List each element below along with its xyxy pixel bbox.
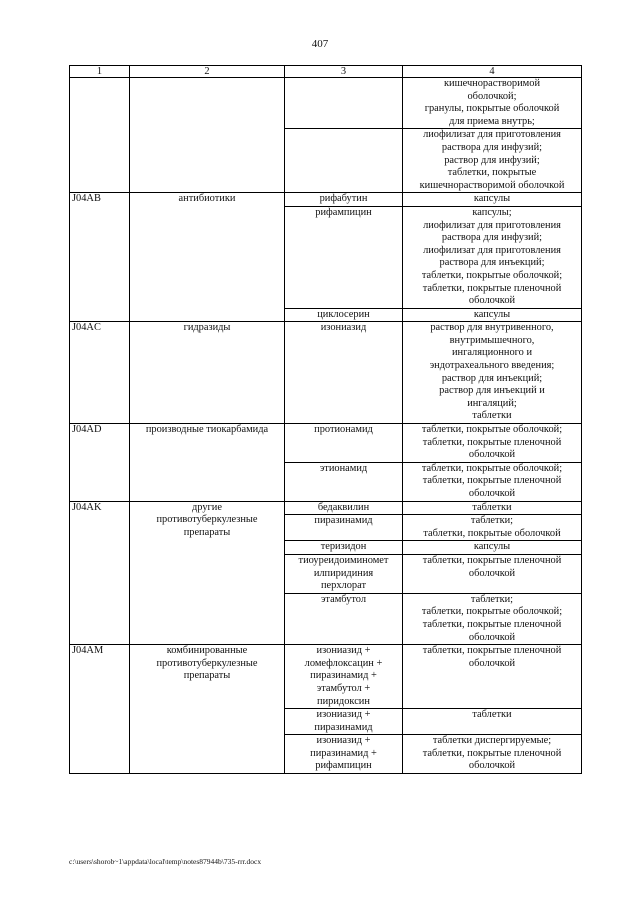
dosage-form-line: кишечнорастворимой оболочкой xyxy=(419,179,565,191)
drug-name-line: изониазид + xyxy=(316,735,371,747)
dosage-form-line: таблетки xyxy=(472,709,512,721)
drug-name-line: изониазид + xyxy=(316,645,371,657)
drug-name-cell xyxy=(285,709,403,735)
table-row xyxy=(70,193,582,207)
header-col-1: 1 xyxy=(70,66,130,78)
drug-name-cell xyxy=(285,206,403,308)
dosage-form-line: внутримышечного, xyxy=(449,334,535,346)
dosage-form-line: раствора для инфузий; xyxy=(441,232,543,244)
dosage-form-line: раствора для инфузий; xyxy=(441,141,543,153)
dosage-form-line: ингаляций; xyxy=(467,397,517,409)
drug-name-line: этамбутол xyxy=(320,593,367,605)
drug-table xyxy=(69,65,582,774)
drug-name-line: теризидон xyxy=(320,541,367,553)
atc-code-cell xyxy=(70,78,130,193)
dosage-form-line: раствора для инъекций; xyxy=(439,257,545,269)
atc-code-cell: J04AK xyxy=(70,501,130,645)
dosage-form-cell xyxy=(403,322,582,424)
group-name-line: другие xyxy=(192,501,222,513)
table-body xyxy=(70,78,582,774)
dosage-form-line: таблетки, покрытые пленочной xyxy=(422,747,562,759)
dosage-form-cell xyxy=(403,206,582,308)
table-row xyxy=(70,645,582,709)
dosage-form-line: таблетки; xyxy=(470,593,514,605)
dosage-form-cell xyxy=(403,593,582,644)
drug-name-line: этионамид xyxy=(319,462,368,474)
atc-code-cell: J04AM xyxy=(70,645,130,774)
dosage-form-line: раствор для инъекций; xyxy=(441,372,543,384)
drug-name-cell xyxy=(285,515,403,541)
drug-name-line: рифампицин xyxy=(315,760,372,772)
dosage-form-line: таблетки, покрытые оболочкой; xyxy=(421,606,563,618)
atc-code-cell: J04AC xyxy=(70,322,130,424)
drug-name-line: перхлорат xyxy=(320,580,367,592)
dosage-form-cell xyxy=(403,193,582,207)
dosage-form-line: таблетки, покрытые xyxy=(447,167,537,179)
dosage-form-line: капсулы xyxy=(473,308,511,320)
dosage-form-line: оболочкой xyxy=(468,488,516,499)
drug-name-cell xyxy=(285,424,403,463)
group-name-line: противотуберкулезные xyxy=(156,514,258,526)
dosage-form-cell xyxy=(403,735,582,774)
dosage-form-line: оболочкой xyxy=(468,631,516,643)
drug-name-cell xyxy=(285,735,403,774)
dosage-form-line: оболочкой xyxy=(468,760,516,772)
drug-name-cell xyxy=(285,541,403,555)
dosage-form-cell xyxy=(403,515,582,541)
drug-name-line: пиридоксин xyxy=(317,695,370,707)
drug-name-line: пиразинамид xyxy=(314,515,373,527)
dosage-form-line: таблетки, покрытые пленочной xyxy=(422,282,562,294)
dosage-form-line: раствор для внутривенного, xyxy=(430,322,554,334)
drug-name-line: рифампицин xyxy=(315,206,372,218)
dosage-form-line: таблетки xyxy=(472,410,512,422)
dosage-form-line: таблетки xyxy=(472,501,512,513)
dosage-form-cell xyxy=(403,129,582,193)
dosage-form-line: гранулы, покрытые оболочкой xyxy=(424,103,560,115)
group-name-cell xyxy=(130,193,285,322)
group-name-line: противотуберкулезные xyxy=(156,657,258,669)
drug-name-cell xyxy=(285,501,403,515)
dosage-form-line: раствор для инфузий; xyxy=(444,154,540,166)
drug-name-line: пиразинамид + xyxy=(310,670,377,682)
dosage-form-cell xyxy=(403,308,582,322)
group-name-cell xyxy=(130,424,285,502)
dosage-form-line: капсулы; xyxy=(472,206,512,218)
group-name-line: производные тиокарбамида xyxy=(145,424,269,436)
dosage-form-line: лиофилизат для приготовления xyxy=(423,219,561,231)
group-name-cell xyxy=(130,645,285,774)
drug-name-line: циклосерин xyxy=(317,308,370,320)
header-col-2: 2 xyxy=(130,66,285,78)
drug-name-line: тиоуреидоиминомет xyxy=(298,554,389,566)
drug-name-cell xyxy=(285,308,403,322)
dosage-form-line: оболочкой xyxy=(468,449,516,461)
dosage-form-line: капсулы xyxy=(473,541,511,553)
group-name-line: антибиотики xyxy=(178,193,236,205)
drug-name-cell xyxy=(285,645,403,709)
dosage-form-line: оболочкой xyxy=(468,295,516,307)
dosage-form-line: таблетки, покрытые оболочкой; xyxy=(421,269,563,281)
dosage-form-line: таблетки, покрытые оболочкой; xyxy=(421,424,563,436)
dosage-form-cell xyxy=(403,501,582,515)
drug-name-cell xyxy=(285,593,403,644)
group-name-cell xyxy=(130,501,285,645)
dosage-form-line: таблетки диспергируемые; xyxy=(432,735,552,747)
drug-name-line: илпиридиния xyxy=(313,567,374,579)
drug-name-line: рифабутин xyxy=(319,193,368,205)
atc-code-cell: J04AB xyxy=(70,193,130,322)
dosage-form-line: таблетки, покрытые пленочной xyxy=(422,645,562,657)
drug-name-cell xyxy=(285,554,403,593)
drug-name-line: пиразинамид xyxy=(314,721,373,733)
dosage-form-line: таблетки, покрытые пленочной xyxy=(422,475,562,487)
dosage-form-line: эндотрахеального введения; xyxy=(429,360,555,372)
drug-name-cell xyxy=(285,129,403,193)
dosage-form-cell xyxy=(403,78,582,129)
dosage-form-cell xyxy=(403,462,582,501)
header-col-4: 4 xyxy=(403,66,582,78)
page-number: 407 xyxy=(311,38,329,50)
dosage-form-line: оболочкой xyxy=(468,567,516,579)
group-name-line: гидразиды xyxy=(183,322,231,334)
dosage-form-line: лиофилизат для приготовления xyxy=(423,244,561,256)
dosage-form-line: оболочкой; xyxy=(467,90,517,102)
dosage-form-line: ингаляционного и xyxy=(451,347,533,359)
drug-name-line: изониазид + xyxy=(316,709,371,721)
table-row xyxy=(70,78,582,129)
group-name-cell xyxy=(130,78,285,193)
dosage-form-line: таблетки; xyxy=(470,515,514,527)
header-col-3: 3 xyxy=(285,66,403,78)
dosage-form-line: раствор для инъекций и xyxy=(439,385,545,397)
dosage-form-cell xyxy=(403,554,582,593)
dosage-form-cell xyxy=(403,709,582,735)
group-name-line: препараты xyxy=(183,670,231,682)
drug-name-line: пиразинамид + xyxy=(310,747,377,759)
dosage-form-cell xyxy=(403,645,582,709)
table-row xyxy=(70,424,582,463)
group-name-cell xyxy=(130,322,285,424)
dosage-form-line: кишечнорастворимой xyxy=(443,78,541,89)
dosage-form-cell xyxy=(403,424,582,463)
dosage-form-line: для приема внутрь; xyxy=(449,115,535,127)
drug-name-cell xyxy=(285,322,403,424)
drug-name-line: бедаквилин xyxy=(317,501,370,513)
drug-name-cell xyxy=(285,193,403,207)
atc-code-cell: J04AD xyxy=(70,424,130,502)
dosage-form-line: таблетки, покрытые пленочной xyxy=(422,554,562,566)
dosage-form-line: капсулы xyxy=(473,193,511,205)
drug-name-line: протионамид xyxy=(314,424,373,436)
table-header-row xyxy=(70,66,582,78)
group-name-line: препараты xyxy=(183,526,231,538)
drug-name-cell xyxy=(285,78,403,129)
dosage-form-line: таблетки, покрытые оболочкой xyxy=(423,527,561,539)
dosage-form-line: таблетки, покрытые пленочной xyxy=(422,618,562,630)
drug-name-line: ломефлоксацин + xyxy=(304,657,383,669)
dosage-form-line: таблетки, покрытые оболочкой; xyxy=(421,462,563,474)
drug-name-line: этамбутол + xyxy=(316,682,371,694)
drug-name-cell xyxy=(285,462,403,501)
dosage-form-cell xyxy=(403,541,582,555)
file-path-footer: c:\users\shorob~1\appdata\local\temp\notes87944b\735-rrr.docx xyxy=(69,857,262,866)
table-row xyxy=(70,501,582,515)
dosage-form-line: лиофилизат для приготовления xyxy=(423,129,561,141)
dosage-form-line: оболочкой xyxy=(468,657,516,669)
table-row xyxy=(70,322,582,424)
drug-name-line: изониазид xyxy=(320,322,367,334)
group-name-line: комбинированные xyxy=(166,645,248,657)
dosage-form-line: таблетки, покрытые пленочной xyxy=(422,436,562,448)
